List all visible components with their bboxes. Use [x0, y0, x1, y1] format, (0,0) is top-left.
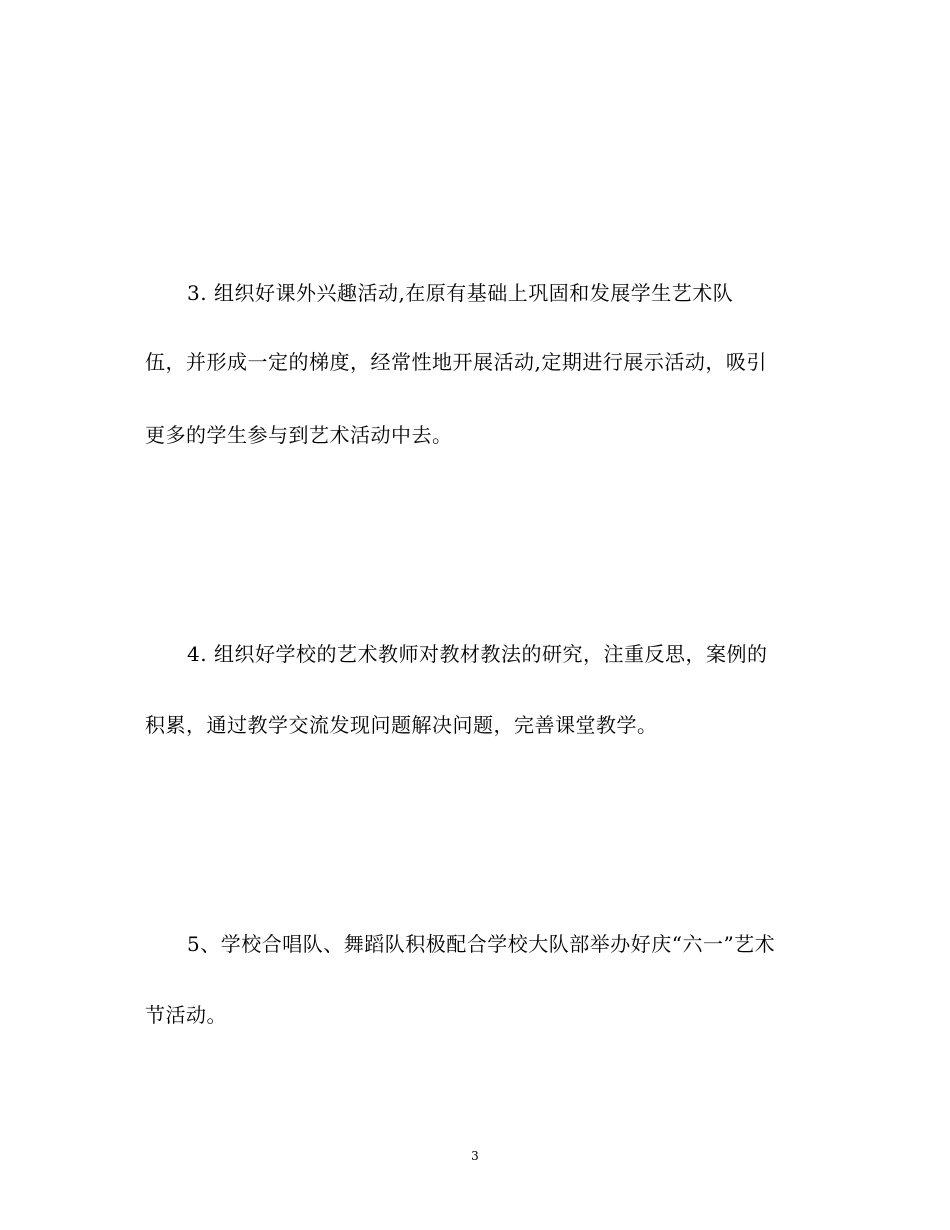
paragraph-line: 3. 组织好课外兴趣活动,在原有基础上巩固和发展学生艺术队 — [187, 281, 734, 305]
paragraph-line: 更多的学生参与到艺术活动中去。 — [145, 423, 453, 447]
paragraph-line: 伍，并形成一定的梯度，经常性地开展活动,定期进行展示活动，吸引 — [145, 350, 767, 374]
paragraph-line: 积累，通过教学交流发现问题解决问题，完善课堂教学。 — [145, 713, 658, 737]
page-number: 3 — [471, 1149, 479, 1163]
paragraph-line: 5、学校合唱队、舞蹈队积极配合学校大队部举办好庆“六一”艺术 — [187, 932, 776, 956]
paragraph-line: 4. 组织好学校的艺术教师对教材教法的研究，注重反思，案例的 — [187, 642, 768, 666]
paragraph-line: 节活动。 — [145, 1003, 227, 1027]
